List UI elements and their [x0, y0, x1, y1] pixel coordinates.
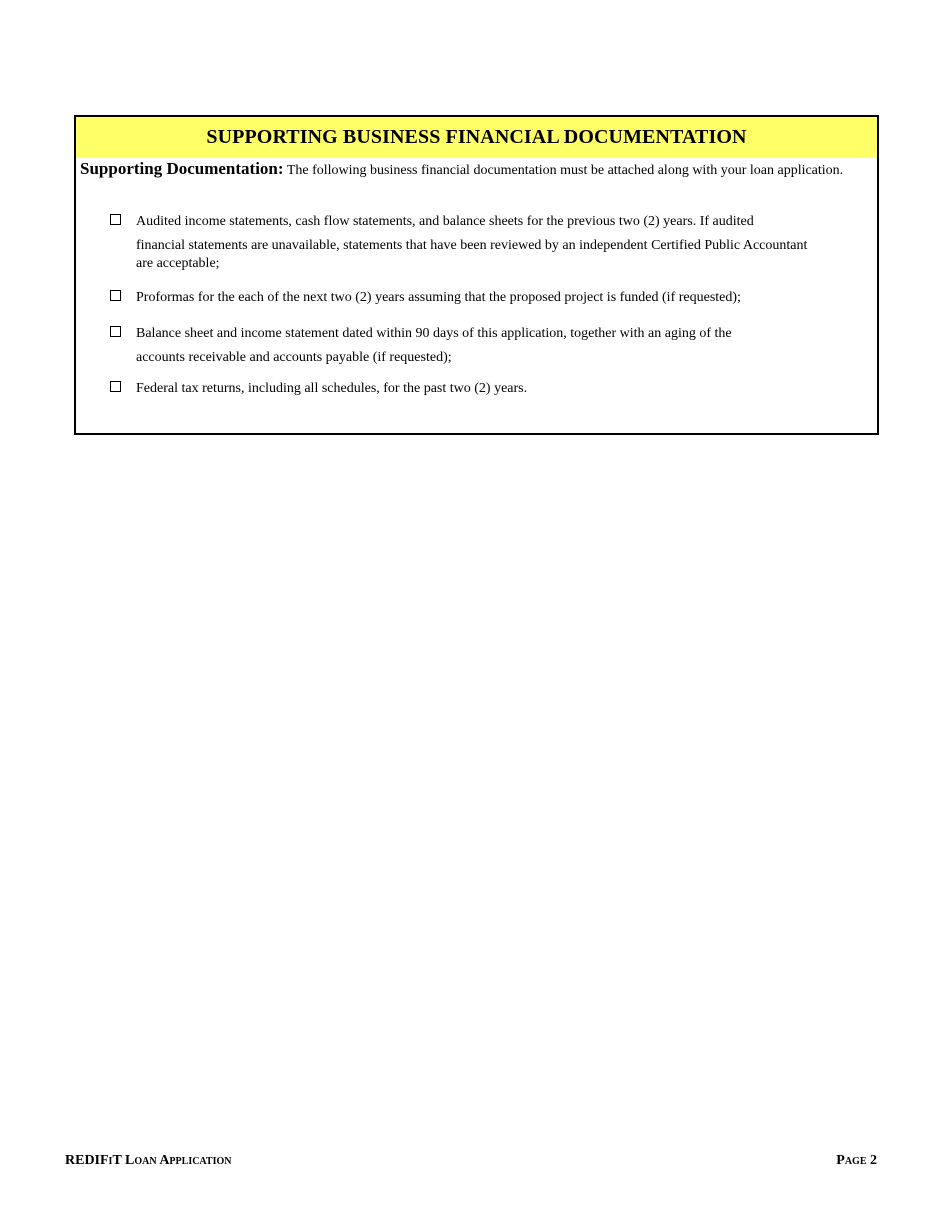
checklist-item-text: Federal tax returns, including all schedules, for the past two (2) years.	[136, 381, 528, 396]
footer-page-number: Page 2	[836, 1153, 877, 1168]
checklist-item-balance-sheet	[136, 325, 826, 367]
checklist-item-text: Audited income statements, cash flow statements, and balance sheets for the previous two (2) years. If audited	[136, 214, 754, 229]
checklist-item-text: accounts receivable and accounts payable (if requested);	[136, 350, 452, 365]
checklist-item-proformas	[136, 289, 826, 307]
checkbox[interactable]	[110, 290, 121, 301]
checklist-item-text: financial statements are unavailable, statements that have been reviewed by an independent Certified Public Accountant are acceptable;	[136, 238, 808, 271]
checkbox[interactable]	[110, 326, 121, 337]
intro-label: Supporting Documentation:	[80, 159, 284, 178]
section-title: SUPPORTING BUSINESS FINANCIAL DOCUMENTATION	[76, 117, 877, 158]
checkbox[interactable]	[110, 381, 121, 392]
intro-text: The following business financial documentation must be attached along with your loan application.	[286, 163, 844, 178]
checklist-item-audited-statements	[136, 213, 826, 273]
footer-application-name: REDIFiT Loan Application	[65, 1153, 232, 1168]
checklist-item-tax-returns	[136, 380, 826, 398]
checklist-item-text: Proformas for the each of the next two (2) years assuming that the proposed project is funded (if requested);	[136, 290, 741, 305]
checklist-item-text: Balance sheet and income statement dated within 90 days of this application, together with an aging of the	[136, 326, 732, 341]
supporting-documentation-section	[74, 115, 879, 435]
checkbox[interactable]	[110, 214, 121, 225]
intro-paragraph	[76, 158, 877, 180]
